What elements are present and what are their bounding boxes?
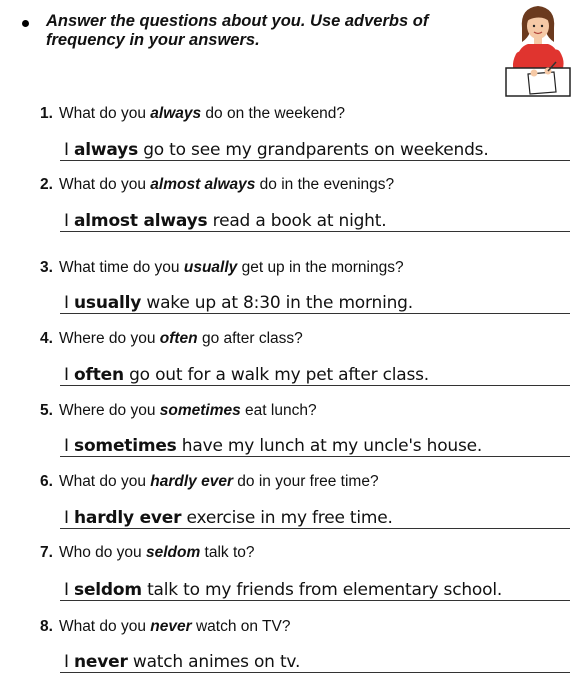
question-1 bbox=[40, 105, 345, 123]
question-6 bbox=[40, 473, 379, 491]
question-adverb: never bbox=[150, 618, 192, 635]
question-number: 2. bbox=[40, 176, 53, 193]
answer-line-1 bbox=[60, 136, 570, 161]
question-4 bbox=[40, 330, 303, 348]
answer-text bbox=[64, 211, 386, 231]
question-text-end: do in your free time? bbox=[232, 473, 379, 490]
question-2 bbox=[40, 176, 394, 194]
answer-subject: I bbox=[64, 508, 75, 528]
question-3 bbox=[40, 259, 404, 277]
instructions-line-2: frequency in your answers. bbox=[46, 31, 260, 49]
answer-subject: I bbox=[64, 580, 75, 600]
question-number: 3. bbox=[40, 259, 53, 276]
question-text-start: What do you bbox=[58, 105, 151, 122]
person-writing-icon bbox=[500, 2, 576, 98]
question-adverb: hardly ever bbox=[150, 473, 233, 490]
answer-rest: have my lunch at my uncle's house. bbox=[176, 436, 483, 456]
question-number: 6. bbox=[40, 473, 53, 490]
answer-text bbox=[64, 580, 502, 600]
question-text-end: go after class? bbox=[197, 330, 303, 347]
question-text-start: What do you bbox=[58, 473, 151, 490]
question-text-end: watch on TV? bbox=[191, 618, 291, 635]
question-adverb: often bbox=[159, 330, 198, 347]
question-number: 8. bbox=[40, 618, 53, 635]
question-adverb: almost always bbox=[150, 176, 256, 193]
answer-adverb: often bbox=[74, 365, 124, 385]
answer-line-4 bbox=[60, 361, 570, 386]
answer-text bbox=[64, 365, 429, 385]
answer-adverb: never bbox=[74, 652, 128, 672]
question-number: 1. bbox=[40, 105, 53, 122]
question-adverb: always bbox=[150, 105, 202, 122]
answer-text bbox=[64, 652, 300, 672]
answer-subject: I bbox=[64, 140, 75, 160]
answer-rest: go out for a walk my pet after class. bbox=[123, 365, 429, 385]
question-text-start: Where do you bbox=[58, 402, 160, 419]
answer-text bbox=[64, 508, 393, 528]
answer-line-6 bbox=[60, 504, 570, 529]
answer-text bbox=[64, 140, 489, 160]
answer-subject: I bbox=[64, 293, 75, 313]
answer-adverb: almost always bbox=[74, 211, 208, 231]
question-text-start: Who do you bbox=[58, 544, 146, 561]
question-text-start: What do you bbox=[58, 618, 151, 635]
answer-rest: exercise in my free time. bbox=[181, 508, 393, 528]
question-text-end: eat lunch? bbox=[240, 402, 317, 419]
answer-rest: go to see my grandparents on weekends. bbox=[137, 140, 489, 160]
answer-text bbox=[64, 293, 413, 313]
question-adverb: sometimes bbox=[159, 402, 241, 419]
answer-line-5 bbox=[60, 432, 570, 457]
answer-subject: I bbox=[64, 211, 75, 231]
answer-subject: I bbox=[64, 436, 75, 456]
answer-adverb: always bbox=[74, 140, 138, 160]
answer-adverb: hardly ever bbox=[74, 508, 182, 528]
answer-line-8 bbox=[60, 648, 570, 673]
answer-rest: read a book at night. bbox=[207, 211, 387, 231]
question-number: 4. bbox=[40, 330, 53, 347]
bullet-point bbox=[22, 20, 29, 27]
answer-line-7 bbox=[60, 576, 570, 601]
answer-rest: wake up at 8:30 in the morning. bbox=[141, 293, 413, 313]
question-text-end: do in the evenings? bbox=[255, 176, 395, 193]
question-text-start: What time do you bbox=[58, 259, 184, 276]
question-number: 7. bbox=[40, 544, 53, 561]
question-text-end: talk to? bbox=[200, 544, 255, 561]
answer-rest: watch animes on tv. bbox=[127, 652, 301, 672]
question-text-end: do on the weekend? bbox=[201, 105, 346, 122]
question-adverb: seldom bbox=[145, 544, 201, 561]
question-text-end: get up in the mornings? bbox=[237, 259, 404, 276]
answer-subject: I bbox=[64, 652, 75, 672]
answer-subject: I bbox=[64, 365, 75, 385]
question-8 bbox=[40, 618, 290, 636]
question-5 bbox=[40, 402, 317, 420]
answer-adverb: sometimes bbox=[74, 436, 177, 456]
question-text-start: What do you bbox=[58, 176, 151, 193]
answer-adverb: seldom bbox=[74, 580, 142, 600]
question-text-start: Where do you bbox=[58, 330, 160, 347]
answer-adverb: usually bbox=[74, 293, 142, 313]
answer-rest: talk to my friends from elementary school. bbox=[141, 580, 503, 600]
answer-text bbox=[64, 436, 482, 456]
answer-line-2 bbox=[60, 207, 570, 232]
instructions bbox=[46, 12, 466, 50]
instructions-line-1: Answer the questions about you. Use adverbs of bbox=[46, 12, 429, 30]
question-7 bbox=[40, 544, 255, 562]
answer-line-3 bbox=[60, 289, 570, 314]
question-adverb: usually bbox=[183, 259, 238, 276]
question-number: 5. bbox=[40, 402, 53, 419]
